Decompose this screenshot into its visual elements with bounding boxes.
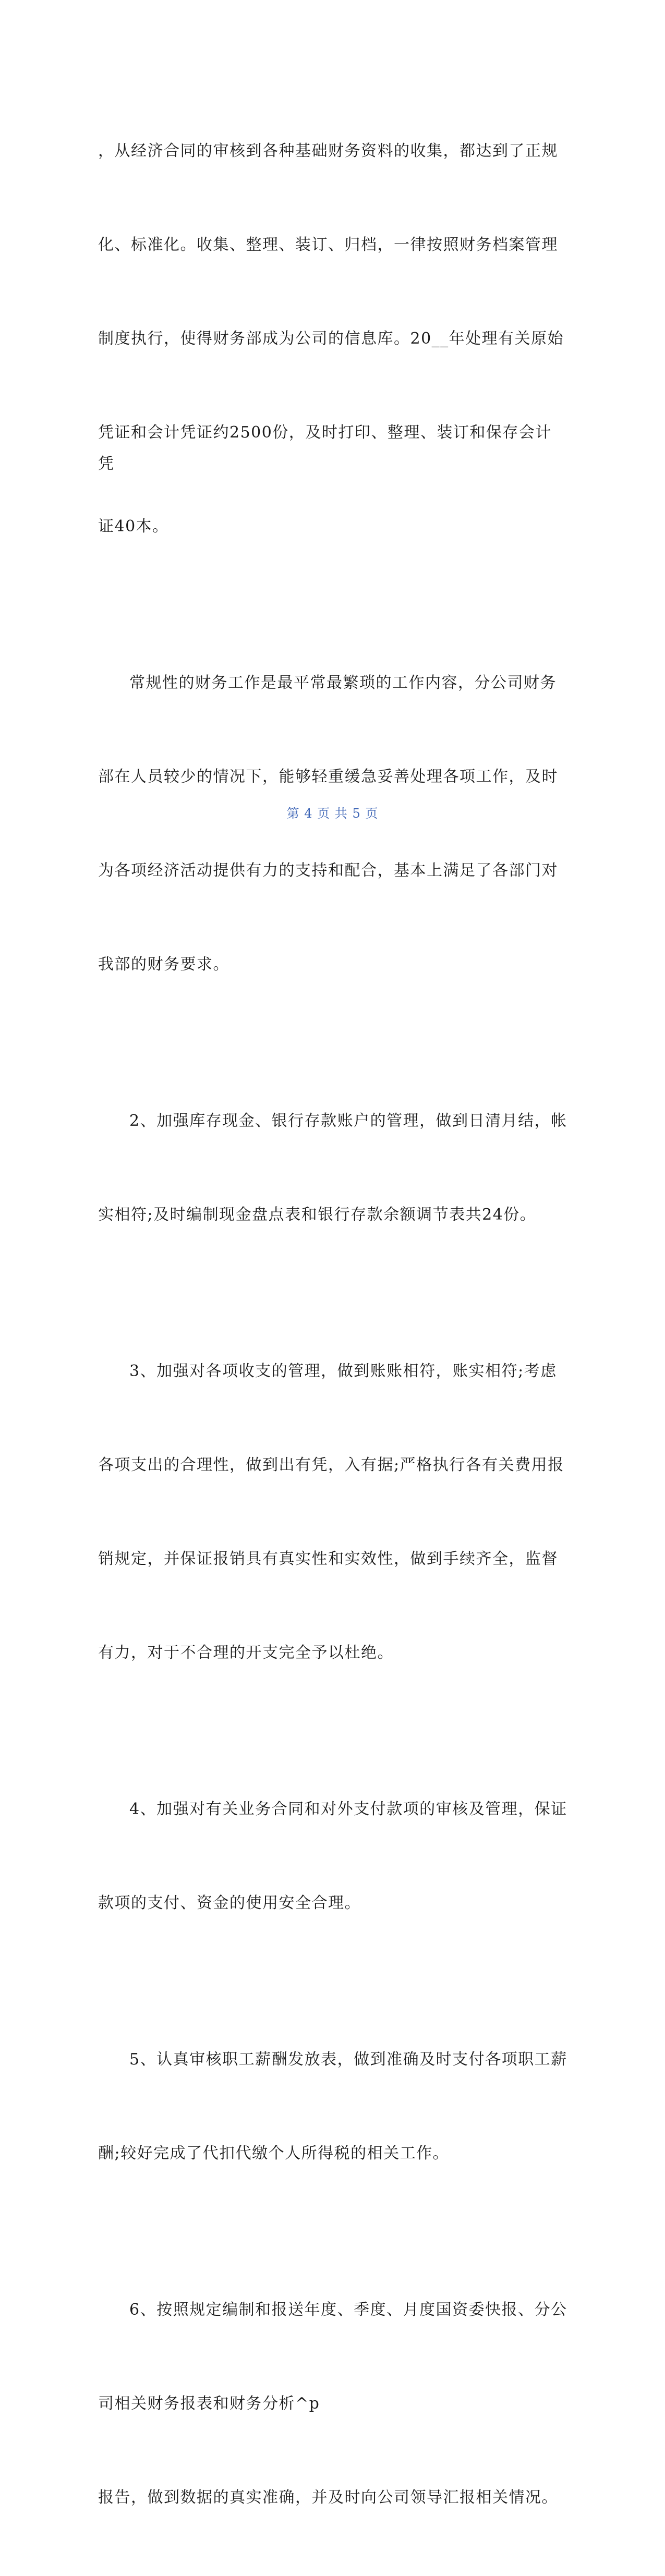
text-line: 部在人员较少的情况下，能够轻重缓急妥善处理各项工作，及时	[98, 768, 558, 786]
text-line: 5、认真审核职工薪酬发放表，做到准确及时支付各项职工薪	[129, 2050, 567, 2069]
text-line: 司相关财务报表和财务分析^p	[98, 2395, 320, 2413]
text-line: 2、加强库存现金、银行存款账户的管理，做到日清月结，帐	[129, 1112, 567, 1130]
text-line: 款项的支付、资金的使用安全合理。	[98, 1894, 361, 1912]
text-line: 实相符;及时编制现金盘点表和银行存款余额调节表共24份。	[98, 1206, 537, 1224]
text-line: 制度执行，使得财务部成为公司的信息库。20__年处理有关原始	[98, 330, 564, 348]
text-line: 4、加强对有关业务合同和对外支付款项的审核及管理，保证	[129, 1800, 567, 1818]
text-line: 有力，对于不合理的开支完全予以杜绝。	[98, 1644, 394, 1662]
paragraph-item-2	[98, 1043, 567, 1293]
text-line: 酬;较好完成了代扣代缴个人所得税的相关工作。	[98, 2144, 450, 2162]
text-line: 化、标准化。收集、整理、装订、归档，一律按照财务档案管理	[98, 236, 558, 254]
text-line: 销规定，并保证报销具有真实性和实效性，做到手续齐全，监督	[98, 1550, 558, 1568]
text-line: 凭证和会计凭证约2500份，及时打印、整理、装订和保存会计凭	[98, 423, 552, 473]
text-line: 各项支出的合理性，做到出有凭，入有据;严格执行各有关费用报	[98, 1456, 564, 1474]
text-line: 3、加强对各项收支的管理，做到账账相符，账实相符;考虑	[129, 1362, 557, 1380]
paragraph-item-5	[98, 1982, 567, 2232]
paragraph-item-4	[98, 1731, 567, 1982]
page-number-footer: 第 4 页 共 5 页	[286, 806, 379, 821]
text-line: 常规性的财务工作是最平常最繁琐的工作内容，分公司财务	[129, 674, 557, 692]
paragraph-item-6	[98, 2232, 567, 2576]
text-line: 为各项经济活动提供有力的支持和配合，基本上满足了各部门对	[98, 861, 558, 880]
text-line: 6、按照规定编制和报送年度、季度、月度国资委快报、分公	[129, 2301, 567, 2319]
text-line: 报告，做到数据的真实准确，并及时向公司领导汇报相关情况。	[98, 2488, 558, 2507]
document-body	[98, 73, 567, 2576]
paragraph-item-3	[98, 1293, 567, 1731]
paragraph-routine-work	[98, 605, 567, 1043]
text-line: ，从经济合同的审核到各种基础财务资料的收集，都达到了正规	[98, 142, 558, 160]
text-line: 证40本。	[98, 517, 169, 536]
paragraph-archive-management	[98, 73, 567, 605]
text-line: 我部的财务要求。	[98, 955, 229, 974]
